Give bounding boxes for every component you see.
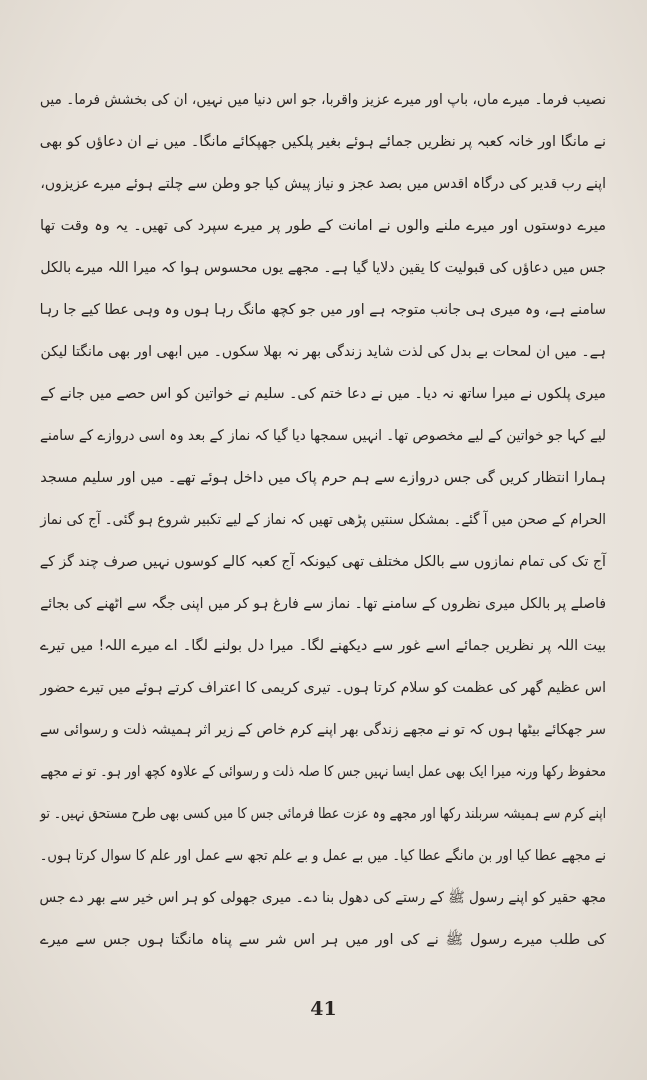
text-line: الحرام کے صحن میں آ گئے۔ بمشکل سنتیں پڑھی تھیں کہ نماز کے لیے تکبیر شروع ہو گئی۔ آج کی نماز: [40, 512, 606, 528]
text-line: محفوظ رکھا ورنہ میرا ایک بھی عمل ایسا نہیں جس کا صلہ ذلت و رسوائی کے علاوہ کچھ اور ہو۔ تو نے مجھے: [40, 764, 606, 780]
page-number: 41: [310, 998, 337, 1020]
text-line: نصیب فرما۔ میرے ماں، باپ اور میرے عزیز واقربا، جو اس دنیا میں نہیں، ان کی بخشش فرما۔ میں: [39, 92, 607, 108]
text-line: میری پلکوں نے میرا ساتھ نہ دیا۔ میں نے دعا ختم کی۔ سلیم نے خواتین کو اس حصے میں جانے کے: [40, 386, 607, 402]
text-line: ہے۔ میں ان لمحات بے بدل کی لذت شاید زندگی بھر نہ بھلا سکوں۔ میں ابھی اور بھی مانگتا لیکن: [40, 344, 606, 360]
text-line: اس عظیم گھر کی عظمت کو سلام کرتا ہوں۔ تیری کریمی کا اعتراف کرتے ہوئے میں تیرے حضور: [40, 680, 606, 696]
text-line: سر جھکائے بیٹھا ہوں کہ تو نے مجھے زندگی بھر اپنے کرم خاص کے زیر اثر ہمیشہ ذلت و رسوائی سے: [39, 722, 606, 738]
text-line: اپنے کرم سے ہمیشہ سربلند رکھا اور مجھے وہ عزت عطا فرمائی جس کا میں کسی بھی طرح مستحق نہیں۔ تو: [40, 806, 607, 822]
text-line: نے مجھے عطا کیا اور بن مانگے عطا کیا۔ میں بے عمل و بے علم تجھ سے عمل اور علم کا سوال کرتا ہوں۔: [39, 848, 606, 864]
page-body-text: [40, 84, 606, 966]
text-line: ہمارا انتظار کریں گی جس دروازے سے ہم حرم پاک میں داخل ہوئے تھے۔ میں اور سلیم مسجد: [40, 470, 606, 486]
text-line: نے مانگا اور خانہ کعبہ پر نظریں جمائے ہوئے بغیر پلکیں جھپکائے مانگا۔ میں نے ان دعاؤں کو بھی: [39, 134, 607, 150]
text-line: میرے دوستوں اور میرے ملنے والوں نے امانت کے طور پر میرے سپرد کی تھیں۔ یہ وہ وقت تھا: [40, 218, 606, 234]
text-line: مجھ حقیر کو اپنے رسول ﷺ کے رستے کی دھول بنا دے۔ میری جھولی کو ہر اس خیر سے بھر دے جس: [39, 890, 607, 906]
text-line: اپنے رب قدیر کی درگاہ اقدس میں بصد عجز و نیاز پیش کیا جو وطن سے چلتے ہوئے میرے عزیزوں،: [40, 176, 607, 192]
text-line: آج تک کی تمام نمازوں سے بالکل مختلف تھی کیونکہ آج کعبہ کالے کوسوں نہیں صرف چند گز کے: [39, 554, 606, 570]
text-line: جس میں دعاؤں کی قبولیت کا یقین دلایا گیا ہے۔ مجھے یوں محسوس ہوا کہ میرا اللہ میرے بالکل: [40, 260, 606, 276]
text-line: سامنے ہے، وہ میری ہی جانب متوجہ ہے اور میں جو کچھ مانگ رہا ہوں وہ وہی عطا کیے جا رہا: [39, 302, 607, 318]
text-line: بیت اللہ پر نظریں جمائے اسے غور سے دیکھنے لگا۔ میرا دل بولنے لگا۔ اے میرے اللہ! میں تیرے: [40, 638, 606, 654]
text-line: لیے کہا جو خواتین کے لیے مخصوص تھا۔ انہیں سمجھا دیا گیا کہ نماز کے بعد وہ اسی دروازے کے سامنے: [40, 428, 607, 444]
text-line: کی طلب میرے رسول ﷺ نے کی اور میں ہر اس شر سے پناہ مانگتا ہوں جس سے میرے: [40, 932, 606, 948]
text-line: فاصلے پر بالکل میری نظروں کے سامنے تھا۔ نماز سے فارغ ہو کر میں اپنی جگہ سے اٹھنے کی بجائے: [40, 596, 606, 612]
